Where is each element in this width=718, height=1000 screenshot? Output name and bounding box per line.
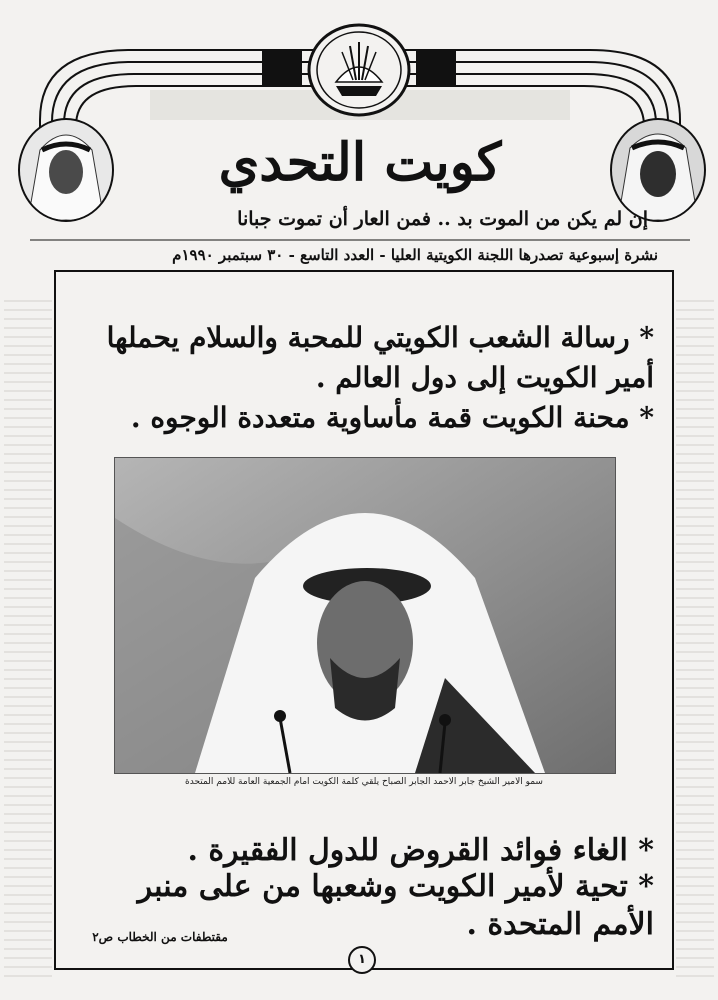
page-number: ١ xyxy=(348,946,376,974)
masthead-slogan: إن لم يكن من الموت بد .. فمن العار أن تموت جبانا xyxy=(237,208,648,230)
masthead-subline: نشرة إسبوعية تصدرها اللجنة الكويتية العليا - العدد التاسع - ٣٠ سبتمبر ١٩٩٠م xyxy=(172,246,658,264)
headline-1: * رسالة الشعب الكويتي للمحبة والسلام يحملها xyxy=(106,321,654,354)
bottom-line-2: * تحية لأمير الكويت وشعبها من على منبر xyxy=(137,869,654,904)
photo-caption: سمو الامير الشيخ جابر الاحمد الجابر الصباح يلقي كلمة الكويت امام الجمعية العامة للامم المتحدة xyxy=(185,777,543,787)
portrait-left xyxy=(18,118,114,222)
bottom-line-1: * الغاء فوائد القروض للدول الفقيرة . xyxy=(187,833,654,868)
masthead-title: كويت التحدي xyxy=(218,132,502,193)
headline-3: * محنة الكويت قمة مأساوية متعددة الوجوه . xyxy=(130,401,654,434)
portrait-right xyxy=(610,118,706,222)
excerpt-note: مقتطفات من الخطاب ص٢ xyxy=(92,930,228,944)
headline-2: أمير الكويت إلى دول العالم . xyxy=(315,361,654,394)
emblem-icon xyxy=(306,22,412,118)
news-photo xyxy=(114,457,616,774)
left-bleed-text xyxy=(4,300,52,980)
bottom-line-3: الأمم المتحدة . xyxy=(466,907,654,942)
right-bleed-text xyxy=(676,300,714,980)
